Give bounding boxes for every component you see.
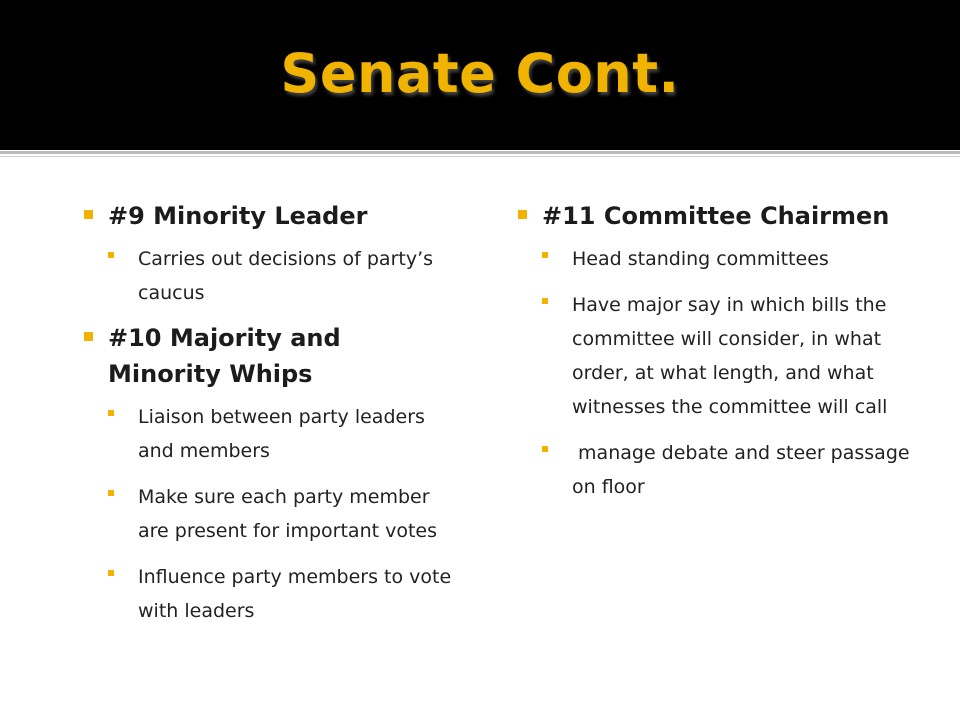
square-bullet-icon <box>518 210 527 219</box>
square-bullet-icon <box>542 446 548 452</box>
sub-bullet-list <box>108 400 454 628</box>
main-bullet-item <box>518 198 918 504</box>
square-bullet-icon <box>542 252 548 258</box>
sub-bullet-item <box>108 400 454 468</box>
main-bullet-label: #10 Majority and Minority Whips <box>108 324 341 388</box>
square-bullet-icon <box>84 210 93 219</box>
sub-bullet-item <box>542 242 918 276</box>
main-bullet-item <box>84 198 454 310</box>
sub-bullet-label: Have major say in which bills the committee will consider, in what order, at what length, and what witnesses the committee will call <box>572 294 888 418</box>
sub-bullet-list <box>542 242 918 504</box>
right-column <box>518 198 918 516</box>
sub-bullet-label: Influence party members to vote with leaders <box>138 566 452 622</box>
sub-bullet-label: Liaison between party leaders and members <box>138 406 425 462</box>
sub-bullet-label: Head standing committees <box>572 248 829 270</box>
sub-bullet-label: manage debate and steer passage on floor <box>572 442 916 498</box>
sub-bullet-item <box>108 242 454 310</box>
square-bullet-icon <box>108 252 114 258</box>
sub-bullet-item <box>108 560 454 628</box>
divider-line <box>0 151 960 154</box>
sub-bullet-label: Carries out decisions of party’s caucus <box>138 248 434 304</box>
main-bullet-label: #11 Committee Chairmen <box>542 202 890 230</box>
square-bullet-icon <box>542 298 548 304</box>
slide-title: Senate Cont. <box>280 42 680 105</box>
left-column <box>84 198 454 640</box>
sub-bullet-item <box>108 480 454 548</box>
main-bullet-item <box>84 320 454 628</box>
divider-line-thin <box>0 156 960 157</box>
main-bullet-label: #9 Minority Leader <box>108 202 368 230</box>
sub-bullet-list <box>108 242 454 310</box>
square-bullet-icon <box>108 490 114 496</box>
sub-bullet-label: Make sure each party member are present for important votes <box>138 486 438 542</box>
sub-bullet-item <box>542 288 918 424</box>
square-bullet-icon <box>108 570 114 576</box>
sub-bullet-item <box>542 436 918 504</box>
square-bullet-icon <box>84 332 93 341</box>
square-bullet-icon <box>108 410 114 416</box>
